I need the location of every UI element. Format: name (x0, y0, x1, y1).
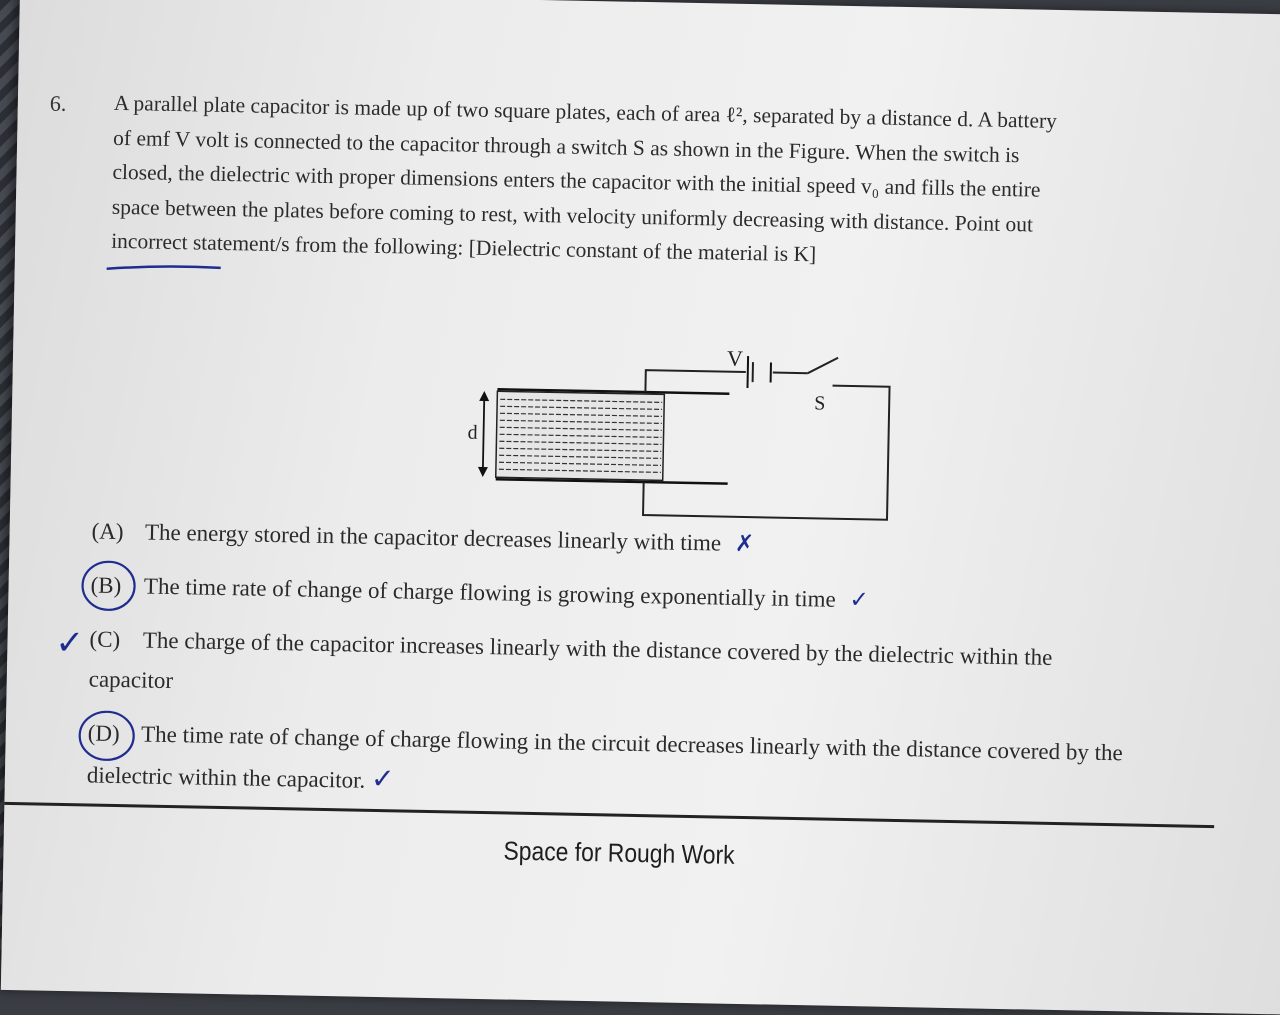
option-label: (D) (87, 713, 136, 754)
question-number: 6. (50, 91, 67, 117)
option-text: The energy stored in the capacitor decreases linearly with time (145, 520, 722, 556)
tick-mark-icon: ✓ (849, 587, 869, 613)
option-text: The time rate of change of charge flowing in the circuit decreases linearly with the distance covered by the dielectric within the capacitor. (87, 721, 1123, 792)
rough-work-heading: Space for Rough Work (503, 835, 735, 870)
gap-arrow (478, 391, 490, 477)
underline-ink (105, 260, 225, 276)
battery-plate (747, 356, 748, 388)
tick-mark-icon: ✓ (55, 623, 84, 664)
circuit-figure (450, 328, 914, 537)
question-stem (111, 86, 1174, 279)
circle-mark-icon (75, 707, 138, 764)
stem-line: closed, the dielectric with proper dimensions enters the capacitor with the initial speed v₀ and fills the entire (112, 155, 1172, 210)
circuit-wires (643, 354, 890, 520)
option-d (87, 713, 1158, 816)
gap-label: d (467, 422, 477, 444)
stem-line: space between the plates before coming to rest, with velocity uniformly decreasing with distance. Point out (112, 189, 1172, 244)
question-paper (1, 0, 1280, 1015)
tick-mark-icon: ✓ (371, 762, 395, 795)
option-label: (C) (89, 619, 138, 660)
battery-label: V (727, 346, 743, 371)
option-text: The charge of the capacitor increases linearly with the distance covered by the dielectric within the capacitor (89, 627, 1053, 693)
option-b (90, 565, 869, 620)
cross-mark-icon: ✗ (735, 531, 755, 557)
option-label: (B) (90, 565, 139, 606)
stem-line: incorrect statement/s from the following: [Dielectric constant of the material is K] (111, 224, 1171, 279)
option-label: (A) (91, 511, 140, 552)
dielectric-slab (496, 391, 665, 480)
option-c (88, 619, 1109, 719)
stem-line: of emf V volt is connected to the capacitor through a switch S as shown in the Figure. When the switch is (113, 120, 1173, 175)
option-text: The time rate of change of charge flowing is growing exponentially in time (144, 573, 836, 611)
circle-mark-icon (78, 557, 139, 614)
stem-line: A parallel plate capacitor is made up of two square plates, each of area ℓ², separated by a distance d. A battery (114, 86, 1174, 141)
switch-label: S (814, 392, 826, 414)
